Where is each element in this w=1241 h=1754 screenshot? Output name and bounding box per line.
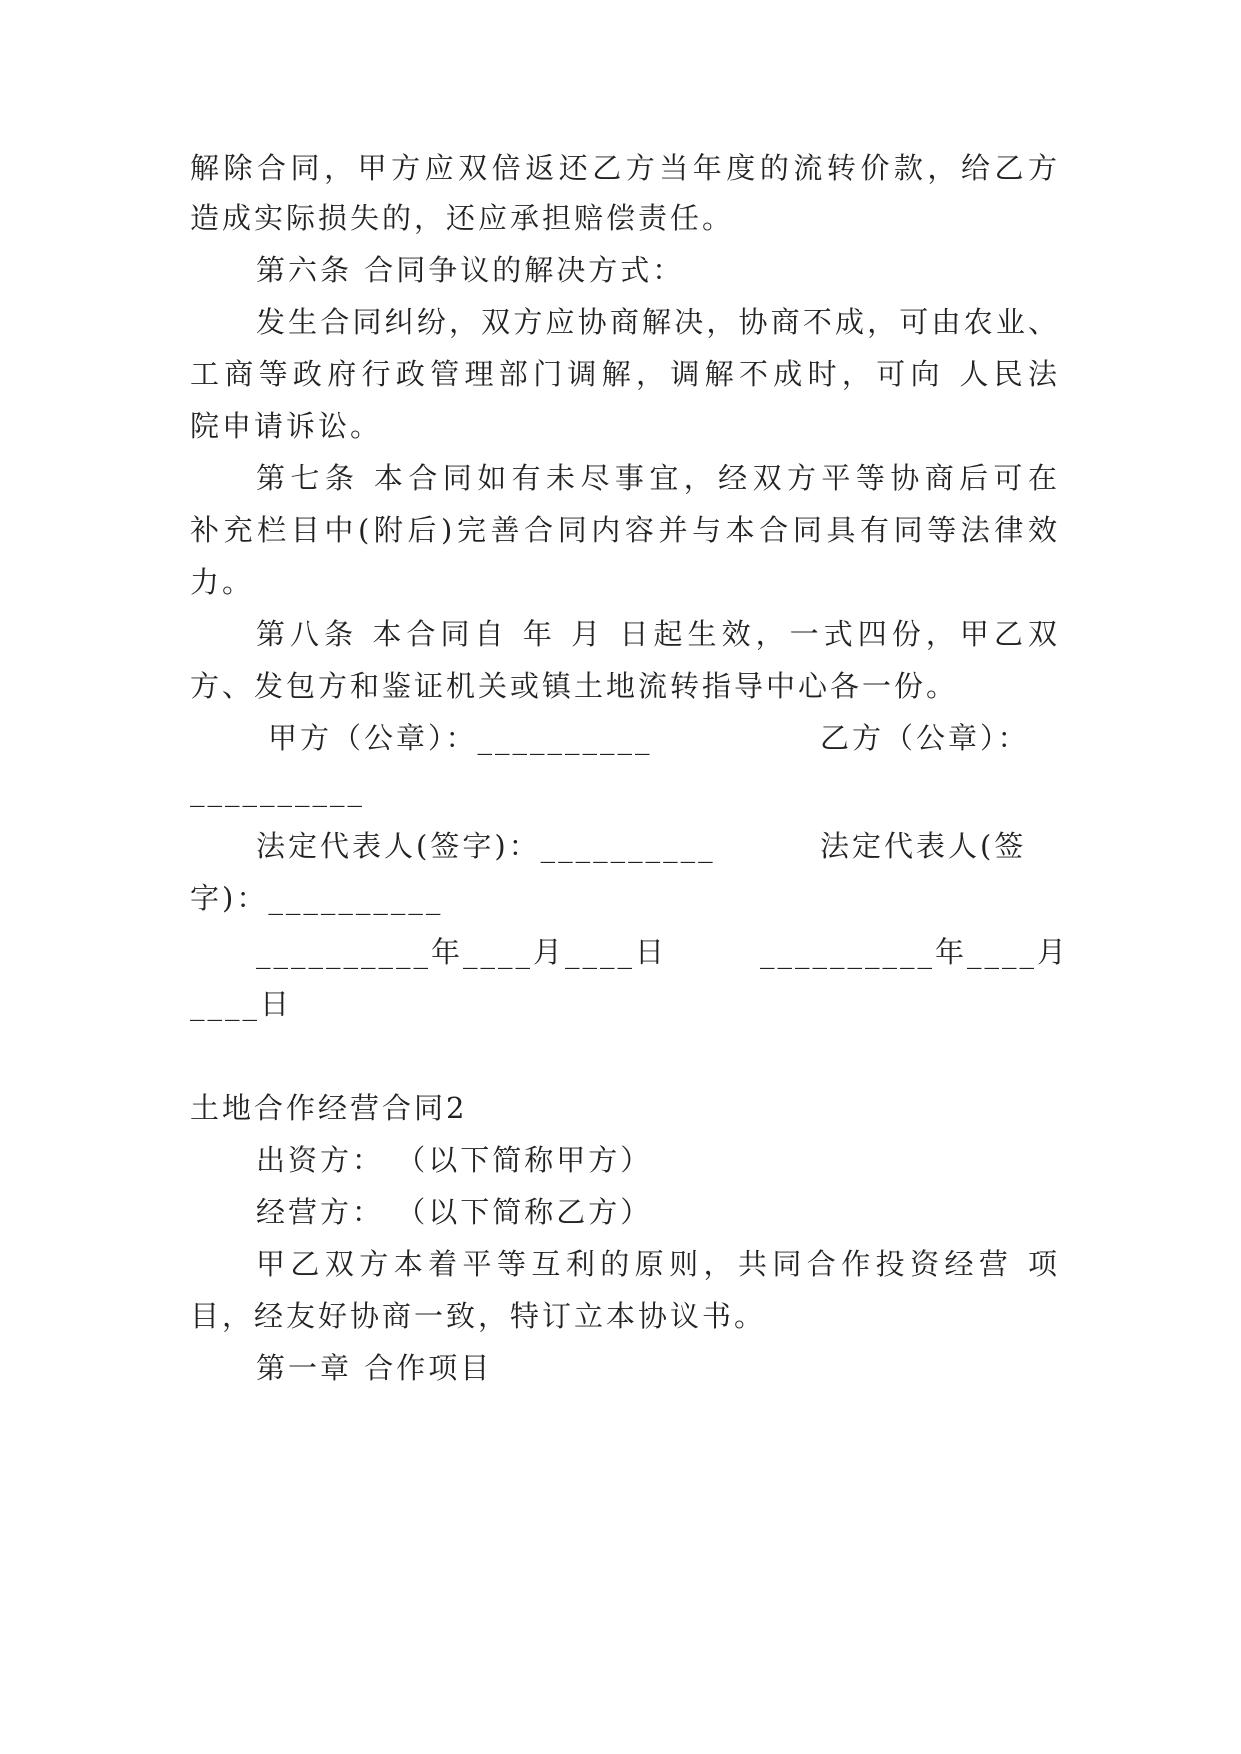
paragraph-line: 造成实际损失的，还应承担赔偿责任。 — [190, 201, 735, 235]
article-heading: 第六条 合同争议的解决方式： — [256, 253, 685, 287]
paragraph-line: 甲乙双方本着平等互利的原则，共同合作投资经营 项 — [256, 1247, 1060, 1281]
paragraph-line: 发生合同纠纷，双方应协商解决，协商不成，可由农业、 — [256, 305, 1060, 339]
paragraph-line: 工商等政府行政管理部门调解，调解不成时，可向 人民法 — [190, 357, 1060, 391]
paragraph-line: 方、发包方和鉴证机关或镇土地流转指导中心各一份。 — [190, 669, 959, 703]
rep-b-signature-line: 法定代表人(签 — [820, 829, 1027, 863]
chapter-heading: 第一章 合作项目 — [256, 1351, 493, 1385]
party-b-seal-line: 乙方（公章）： — [820, 721, 1030, 755]
investor-line: 出资方： （以下简称甲方） — [256, 1143, 653, 1177]
paragraph-line: 第八条 本合同自 年 月 日起生效，一式四份，甲乙双 — [256, 617, 1060, 651]
operator-line: 经营方： （以下简称乙方） — [256, 1195, 653, 1229]
date-b-line: __________年____月 — [760, 935, 1070, 969]
date-b-cont: ____日 — [190, 987, 293, 1021]
paragraph-line: 补充栏目中(附后)完善合同内容并与本合同具有同等法律效 — [190, 513, 1060, 547]
paragraph-line: 力。 — [190, 565, 255, 599]
party-b-seal-blank: __________ — [190, 773, 365, 807]
paragraph-line: 院申请诉讼。 — [190, 409, 383, 443]
paragraph-line: 解除合同，甲方应双倍返还乙方当年度的流转价款，给乙方 — [190, 151, 1060, 185]
paragraph-line: 第七条 本合同如有未尽事宜，经双方平等协商后可在 — [256, 461, 1060, 495]
contract2-title: 土地合作经营合同2 — [190, 1091, 468, 1125]
party-a-seal-line: 甲方（公章）：__________ — [268, 721, 653, 755]
date-a-line: __________年____月____日 — [256, 935, 668, 969]
paragraph-line: 目，经友好协商一致，特订立本协议书。 — [190, 1299, 767, 1333]
rep-b-signature-cont: 字)：__________ — [190, 881, 444, 915]
rep-a-signature-line: 法定代表人(签字)：__________ — [256, 829, 716, 863]
